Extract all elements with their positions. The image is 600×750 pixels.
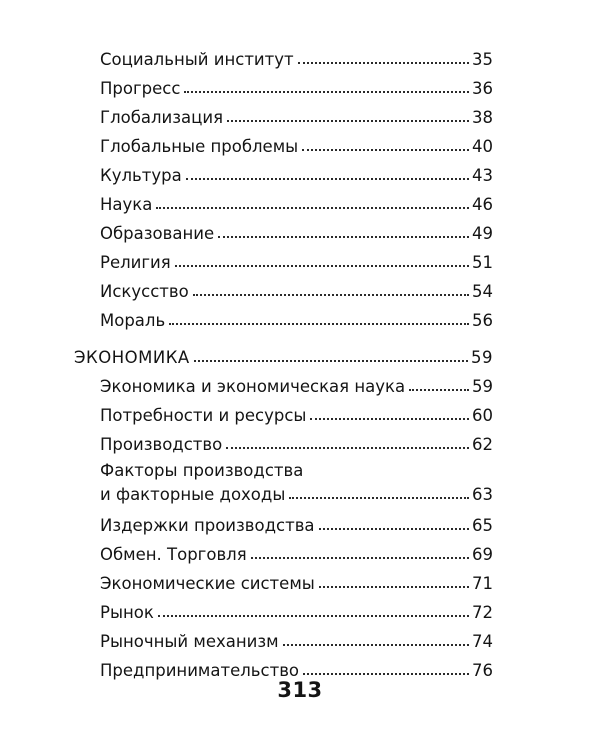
toc-entry-page: 43 [472, 165, 493, 185]
toc-entry-title: Социальный институт [100, 49, 294, 69]
toc-section-economics [74, 340, 493, 366]
toc-entry-second-line [100, 479, 493, 503]
toc-entry-page: 38 [472, 107, 493, 127]
toc-entry-page: 76 [472, 660, 493, 680]
toc-leader-dots [194, 360, 468, 362]
toc-entry-progress [100, 71, 493, 97]
toc-entry-production [100, 427, 493, 453]
toc-entry-page: 74 [472, 631, 493, 651]
toc-leader-dots [319, 586, 469, 588]
toc-leader-dots [289, 497, 469, 499]
toc-entry-social-institute [100, 42, 493, 68]
toc-entry-page: 69 [472, 544, 493, 564]
toc-leader-dots [302, 149, 469, 151]
toc-leader-dots [186, 178, 469, 180]
toc-entry-title: Экономические системы [100, 573, 315, 593]
toc-entry-factors-of-production [100, 457, 493, 503]
toc-entry-page: 62 [472, 434, 493, 454]
toc-leader-dots [175, 265, 469, 267]
toc-leader-dots [251, 557, 469, 559]
toc-entry-globalization [100, 100, 493, 126]
toc-entry-page: 59 [472, 376, 493, 396]
toc-entry-title: Рыночный механизм [100, 631, 279, 651]
toc-entry-title: Потребности и ресурсы [100, 405, 307, 425]
toc-entry-exchange-trade [100, 537, 493, 563]
toc-entry-culture [100, 158, 493, 184]
toc-entry-title: Искусство [100, 281, 189, 301]
toc-entry-title: Образование [100, 223, 215, 243]
toc-leader-dots [218, 236, 469, 238]
toc-entry-page: 60 [472, 405, 493, 425]
toc-entry-page: 56 [472, 310, 493, 330]
toc-entry-page: 46 [472, 194, 493, 214]
toc-leader-dots [298, 62, 469, 64]
toc-entry-religion [100, 245, 493, 271]
toc-entry-title-line2: и факторные доходы [100, 484, 286, 504]
toc-leader-dots [310, 418, 469, 420]
toc-entry-page: 49 [472, 223, 493, 243]
toc-entry-production-costs [100, 508, 493, 534]
toc-section-title: ЭКОНОМИКА [74, 347, 190, 367]
toc-entry-page: 54 [472, 281, 493, 301]
toc-entry-page: 40 [472, 136, 493, 156]
toc-section-page: 59 [471, 347, 493, 367]
toc-leader-dots [184, 91, 469, 93]
toc-leader-dots [158, 615, 469, 617]
toc-entry-entrepreneurship [100, 653, 493, 679]
toc-entry-needs-and-resources [100, 398, 493, 424]
toc-entry-global-problems [100, 129, 493, 155]
toc-entry-title: Прогресс [100, 78, 181, 98]
toc-leader-dots [156, 207, 469, 209]
toc-entry-page: 72 [472, 602, 493, 622]
toc-entry-page: 36 [472, 78, 493, 98]
toc-entry-economic-systems [100, 566, 493, 592]
toc-entry-title: Производство [100, 434, 223, 454]
toc-entry-science [100, 187, 493, 213]
toc-entry-title: Экономика и экономическая наука [100, 376, 406, 396]
toc-leader-dots [303, 673, 469, 675]
toc-entry-morality [100, 303, 493, 329]
toc-entry-title: Глобализация [100, 107, 224, 127]
toc-entry-page: 63 [472, 484, 493, 504]
toc-entry-market [100, 595, 493, 621]
toc-entry-title: Культура [100, 165, 182, 185]
toc-leader-dots [169, 323, 469, 325]
toc-entry-title: Наука [100, 194, 153, 214]
toc-entry-page: 71 [472, 573, 493, 593]
page-number: 313 [277, 678, 323, 702]
toc-entry-art [100, 274, 493, 300]
toc-entry-page: 51 [472, 252, 493, 272]
toc-entry-page: 65 [472, 515, 493, 535]
toc-leader-dots [283, 644, 469, 646]
toc-entry-title: Религия [100, 252, 171, 272]
toc-leader-dots [319, 528, 469, 530]
toc-leader-dots [193, 294, 469, 296]
toc-entry-title: Глобальные проблемы [100, 136, 299, 156]
toc-entry-title: Рынок [100, 602, 154, 622]
toc-leader-dots [226, 447, 469, 449]
toc-entry-page: 35 [472, 49, 493, 69]
toc-entry-economics-and-science [100, 369, 493, 395]
toc-entry-title-line1: Факторы производства [100, 460, 304, 480]
toc-entry-education [100, 216, 493, 242]
toc-entry-title: Мораль [100, 310, 166, 330]
toc-entry-title: Издержки производства [100, 515, 315, 535]
toc-entry-title: Предпринимательство [100, 660, 300, 680]
toc-entry-market-mechanism [100, 624, 493, 650]
toc-leader-dots [409, 389, 469, 391]
toc-entry-title: Обмен. Торговля [100, 544, 247, 564]
toc-leader-dots [227, 120, 469, 122]
